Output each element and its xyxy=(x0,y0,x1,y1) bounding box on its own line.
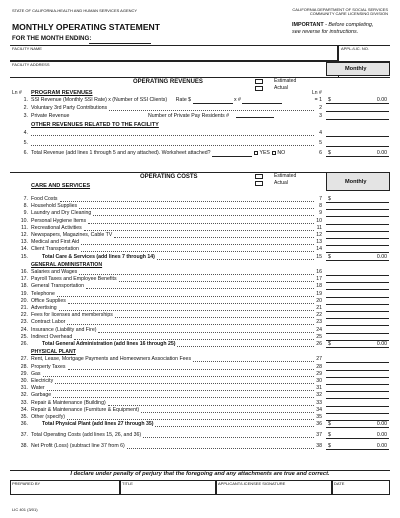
cost-line-label: Garbage xyxy=(31,392,52,399)
cost-line-number: 36. xyxy=(20,421,28,428)
revenue-line-1-amount[interactable]: $ 0.00 xyxy=(328,97,387,103)
cost-line xyxy=(0,327,400,334)
appl-fac-no-label: APPL./LIC. NO. xyxy=(341,46,370,51)
cost-line-label: Total Physical Plant (add lines 27 through 35) xyxy=(42,421,154,428)
cost-line xyxy=(0,232,400,239)
cost-line xyxy=(0,225,400,232)
cost-line-ref: 23 xyxy=(316,319,322,326)
cost-line-label: Total Operating Costs (add lines 15, 26, and 36) xyxy=(31,432,142,439)
form-number: LIC 401 (3/01) xyxy=(12,507,38,512)
cost-line-ref: 37 xyxy=(316,432,322,439)
cost-line-label: Total General Administration (add lines 16 through 25) xyxy=(42,341,176,347)
cost-line-amount[interactable] xyxy=(326,246,389,253)
cost-line-amount[interactable] xyxy=(326,305,389,312)
cost-line-amount[interactable] xyxy=(326,407,389,414)
cost-line-number: 8. xyxy=(23,203,28,210)
cost-line xyxy=(0,371,400,378)
cost-line-label: Client Transportation xyxy=(31,246,79,253)
cost-line-label: Newspapers, Magazines, Cable TV xyxy=(31,232,113,238)
cost-line-amount[interactable] xyxy=(326,291,389,298)
cost-line-number: 15. xyxy=(20,253,28,260)
revenues-estimated-label: Estimated xyxy=(274,78,297,84)
cost-line-number: 32. xyxy=(20,392,28,399)
cost-line-number: 25. xyxy=(20,333,28,340)
cost-line-amount[interactable]: $ 0.00 xyxy=(328,432,387,439)
cost-line xyxy=(0,414,400,421)
date-label: DATE xyxy=(334,481,345,486)
declaration: I declare under penalty of perjury that the foregoing and any attachments are true and correct. xyxy=(70,471,330,477)
cost-line-number: 10. xyxy=(20,217,28,224)
cost-line-number: 24. xyxy=(20,326,28,333)
cost-line-ref: 17 xyxy=(316,276,322,283)
cost-line-number: 26. xyxy=(20,341,28,347)
cost-line-label: Salaries and Wages xyxy=(31,269,78,275)
cost-line-label: Rent, Lease, Mortgage Payments and Homeowners Association Fees xyxy=(31,356,192,363)
month-ending-field[interactable] xyxy=(89,43,151,44)
cost-line-amount[interactable] xyxy=(326,276,389,283)
cost-line-amount[interactable] xyxy=(326,364,389,371)
cost-line-number: 33. xyxy=(20,399,28,406)
cost-line-ref: 25 xyxy=(316,333,322,340)
cost-line-label: Personal Hygiene Items xyxy=(31,217,87,224)
cost-section-heading xyxy=(0,349,400,356)
cost-line-ref: 34 xyxy=(316,406,322,413)
cost-line-ref: 9 xyxy=(319,210,322,217)
cost-line-label: Water xyxy=(31,385,45,392)
cost-line xyxy=(0,312,400,319)
cost-line-label: Household Supplies xyxy=(31,203,78,210)
cost-line xyxy=(0,298,400,305)
other-revenues-heading: OTHER REVENUES RELATED TO THE FACILITY xyxy=(31,122,159,128)
cost-line xyxy=(0,305,400,312)
revenue-line-6-total: 6. Total Revenue (add lines 1 through 5 and any attached). Worksheet attached? YES NO 6 $ 0.00 xyxy=(23,150,387,156)
cost-line-number: 17. xyxy=(20,276,28,283)
cost-line-ref: 11 xyxy=(316,224,322,231)
revenue-line-4: 4. 4 xyxy=(0,130,400,137)
cost-line-number: 28. xyxy=(20,363,28,370)
cost-line-amount[interactable] xyxy=(326,319,389,326)
cost-line-ref: 38 xyxy=(316,442,322,449)
cost-line-amount[interactable]: $ xyxy=(326,196,389,203)
cost-line-number: 31. xyxy=(20,385,28,392)
cost-line-number: 27. xyxy=(20,356,28,363)
cost-line xyxy=(0,334,400,341)
cost-line-ref: 20 xyxy=(316,297,322,304)
cost-line-number: 30. xyxy=(20,378,28,384)
cost-line-label: Net Profit (Loss) (subtract line 37 from 6) xyxy=(31,442,125,449)
title-field[interactable] xyxy=(120,480,216,495)
cost-line-number: 19. xyxy=(20,290,28,297)
cost-line-number: 14. xyxy=(20,246,28,253)
private-pay-residents-field[interactable] xyxy=(236,113,274,118)
cost-line-ref: 36 xyxy=(316,421,322,428)
cost-line-amount[interactable]: $ 0.00 xyxy=(328,341,387,347)
cost-line-ref: 22 xyxy=(316,312,322,319)
revenue-line-3-amount[interactable] xyxy=(326,113,389,120)
cost-line-label: Other (specify) xyxy=(31,414,66,420)
cost-line xyxy=(0,443,400,450)
worksheet-yes-checkbox[interactable] xyxy=(254,151,258,155)
cost-line-amount[interactable] xyxy=(326,400,389,407)
cost-line xyxy=(0,283,400,290)
cost-line xyxy=(0,421,400,428)
cost-line-ref: 31 xyxy=(316,385,322,392)
revenues-actual-label: Actual xyxy=(274,85,288,91)
agency-right-1: CALIFORNIA DEPARTMENT OF SOCIAL SERVICES xyxy=(292,7,388,12)
cost-line xyxy=(0,210,400,217)
cost-line-number: 29. xyxy=(20,370,28,377)
cost-line-amount[interactable] xyxy=(326,283,389,290)
month-ending-label: FOR THE MONTH ENDING: xyxy=(12,35,92,42)
cost-line-amount[interactable] xyxy=(326,378,389,385)
cost-line-label: Electricity xyxy=(31,378,54,384)
cost-line-ref: 10 xyxy=(316,217,322,224)
cost-line xyxy=(0,196,400,203)
cost-line-ref: 16 xyxy=(316,269,322,275)
signature-label: APPLICANT/LICENSEE SIGNATURE xyxy=(218,481,286,486)
cost-section-label: PHYSICAL PLANT xyxy=(31,349,76,356)
revenue-line-4-amount[interactable] xyxy=(326,130,389,137)
costs-estimated-label: Estimated xyxy=(274,173,297,179)
agency-right-2: COMMUNITY CARE LICENSING DIVISION xyxy=(309,11,388,16)
cost-line xyxy=(0,239,400,246)
cost-line-amount[interactable] xyxy=(326,210,389,217)
cost-line-number: 23. xyxy=(20,319,28,326)
cost-line-ref: 13 xyxy=(316,239,322,246)
date-field[interactable] xyxy=(332,480,390,495)
cost-line-number: 18. xyxy=(20,283,28,290)
cost-line xyxy=(0,269,400,276)
cost-line-amount[interactable] xyxy=(326,414,389,421)
important-note: IMPORTANT - Before completing, see reverse for instructions. xyxy=(292,22,374,35)
facility-name-label: FACILITY NAME xyxy=(12,46,42,51)
cost-line-label: Office Supplies xyxy=(31,297,66,304)
cost-line-amount[interactable] xyxy=(326,392,389,399)
cost-line-ref: 33 xyxy=(316,399,322,406)
costs-estimated-checkbox[interactable] xyxy=(255,174,263,179)
cost-line-ref: 30 xyxy=(316,378,322,384)
cost-line-number: 13. xyxy=(20,239,28,246)
cost-line-number: 11. xyxy=(21,224,28,231)
cost-line xyxy=(0,218,400,225)
worksheet-no-checkbox[interactable] xyxy=(272,151,276,155)
costs-actual-label: Actual xyxy=(274,180,288,186)
cost-line-amount[interactable] xyxy=(326,356,389,363)
cost-line-amount[interactable] xyxy=(326,232,389,239)
cost-line-ref: 18 xyxy=(316,283,322,290)
cost-line-ref: 14 xyxy=(316,246,322,253)
cost-line-label: Total Care & Services (add lines 7 through 14) xyxy=(42,253,155,260)
cost-line-label: Contract Labor xyxy=(31,319,66,326)
cost-line xyxy=(0,246,400,253)
cost-line-amount[interactable] xyxy=(326,327,389,334)
cost-line-ref: 26 xyxy=(316,341,322,347)
cost-line-label: Fees for licenses and memberships xyxy=(31,312,113,319)
signature-field[interactable] xyxy=(216,480,332,495)
cost-line-number: 7. xyxy=(23,196,28,202)
facility-name-field[interactable] xyxy=(10,45,338,61)
cost-line-label: Property Taxes xyxy=(31,363,66,370)
cost-line-label: Indirect Overhead xyxy=(31,333,73,340)
cost-line-label: Telephone xyxy=(31,290,55,297)
revenue-line-2-amount[interactable] xyxy=(326,105,389,112)
cost-line-ref: 19 xyxy=(316,290,322,297)
program-revenues-heading: PROGRAM REVENUES xyxy=(31,90,93,96)
cost-line-ref: 8 xyxy=(319,203,322,210)
cost-line-label: General Transportation xyxy=(31,283,85,290)
cost-line xyxy=(0,341,400,348)
prepared-by-field[interactable] xyxy=(10,480,120,495)
cost-line-label: Repair & Maintenance (Building) xyxy=(31,399,106,406)
costs-heading: OPERATING COSTS xyxy=(140,174,198,180)
cost-line-amount[interactable] xyxy=(326,385,389,392)
monthly-label: Monthly xyxy=(345,66,367,72)
agency-left: STATE OF CALIFORNIA-HEALTH AND HUMAN SERVICES AGENCY xyxy=(12,8,138,13)
cost-line-amount[interactable] xyxy=(326,371,389,378)
cost-line-number: 35. xyxy=(20,414,28,420)
cost-line xyxy=(0,385,400,392)
ln-left-label: Ln # xyxy=(12,90,22,96)
revenue-line-2: 2. Voluntary 3rd Party Contributions 2 xyxy=(0,105,400,112)
cost-line-ref: 24 xyxy=(316,326,322,333)
cost-line-label: Repair & Maintenance (Furniture & Equipment) xyxy=(31,406,140,413)
cost-line-number: 37. xyxy=(20,432,28,439)
cost-line-amount[interactable] xyxy=(326,269,389,276)
cost-line xyxy=(0,364,400,371)
cost-line-amount[interactable] xyxy=(326,298,389,305)
cost-line-number: 20. xyxy=(20,297,28,304)
cost-line-ref: 29 xyxy=(316,370,322,377)
cost-line xyxy=(0,276,400,283)
cost-line-amount[interactable] xyxy=(326,334,389,341)
revenues-heading: OPERATING REVENUES xyxy=(133,79,203,85)
cost-line xyxy=(0,203,400,210)
costs-monthly-label: Monthly xyxy=(345,179,367,185)
care-services-heading: CARE AND SERVICES xyxy=(31,183,91,189)
cost-line xyxy=(0,254,400,261)
cost-line-ref: 28 xyxy=(316,363,322,370)
cost-line-number: 22. xyxy=(20,312,28,319)
cost-line-amount[interactable] xyxy=(326,203,389,210)
cost-line-ref: 7 xyxy=(319,196,322,202)
cost-line-ref: 12 xyxy=(316,232,322,238)
cost-line-label: Advertising xyxy=(31,305,57,311)
revenue-line-5-amount[interactable] xyxy=(326,140,389,147)
cost-line-number: 34. xyxy=(20,406,28,413)
cost-line-label: Laundry and Dry Cleaning xyxy=(31,210,92,217)
cost-line-amount[interactable]: $ 0.00 xyxy=(328,253,387,260)
cost-line-label: Recreational Activities xyxy=(31,224,82,231)
cost-line xyxy=(0,432,400,439)
cost-line-number: 21. xyxy=(20,305,28,311)
facility-address-label: FACILITY ADDRESS xyxy=(12,62,50,67)
ln-right-label: Ln # xyxy=(312,90,322,96)
form-title: MONTHLY OPERATING STATEMENT xyxy=(12,22,161,32)
cost-line-label: Medical and First Aid xyxy=(31,239,80,246)
cost-line xyxy=(0,319,400,326)
cost-line-label: Insurance (Liability and Fire) xyxy=(31,326,97,333)
cost-line xyxy=(0,407,400,414)
cost-line-label: Payroll Taxes and Employee Benefits xyxy=(31,276,117,283)
ssi-rate-field[interactable] xyxy=(193,99,233,104)
revenue-line-5: 5. 5 xyxy=(0,140,400,147)
cost-line xyxy=(0,356,400,363)
cost-line-number: 16. xyxy=(20,269,28,275)
cost-line xyxy=(0,378,400,385)
revenue-line-3: 3. Private Revenue Number of Private Pay Residents # 3 xyxy=(0,113,400,120)
ssi-clients-field[interactable] xyxy=(242,99,282,104)
cost-line-number: 9. xyxy=(23,210,28,217)
cost-line-ref: 32 xyxy=(316,392,322,399)
cost-line xyxy=(0,291,400,298)
cost-line-ref: 35 xyxy=(316,414,322,420)
cost-line-ref: 27 xyxy=(316,356,322,363)
cost-line-ref: 15 xyxy=(316,253,322,260)
cost-line-label: Food Costs xyxy=(31,196,58,202)
cost-line xyxy=(0,400,400,407)
revenue-line-6-amount[interactable]: $ 0.00 xyxy=(328,150,387,156)
title-label: TITLE xyxy=(122,481,133,486)
cost-line-amount[interactable] xyxy=(326,225,389,232)
cost-line-ref: 21 xyxy=(316,305,322,311)
cost-line-label: Gas xyxy=(31,370,41,377)
revenues-estimated-checkbox[interactable] xyxy=(255,79,263,84)
revenues-actual-checkbox[interactable] xyxy=(255,86,263,91)
cost-line-amount[interactable]: $ 0.00 xyxy=(328,442,387,449)
cost-line-amount[interactable] xyxy=(326,218,389,225)
cost-line-amount[interactable] xyxy=(326,312,389,319)
cost-line-amount[interactable] xyxy=(326,239,389,246)
cost-section-label: GENERAL ADMINISTRATION xyxy=(31,261,103,268)
revenue-line-1: 1. SSI Revenue (Monthly SSI Rate) x (Number of SSI Clients) Rate $ x # = 1 $ 0.00 xyxy=(23,97,387,103)
cost-line xyxy=(0,392,400,399)
costs-actual-checkbox[interactable] xyxy=(255,181,263,186)
cost-line-amount[interactable]: $ 0.00 xyxy=(328,421,387,428)
cost-section-heading xyxy=(0,262,400,269)
cost-line-number: 12. xyxy=(20,232,28,238)
cost-line-number: 38. xyxy=(20,442,28,449)
prepared-by-label: PREPARED BY xyxy=(12,481,41,486)
